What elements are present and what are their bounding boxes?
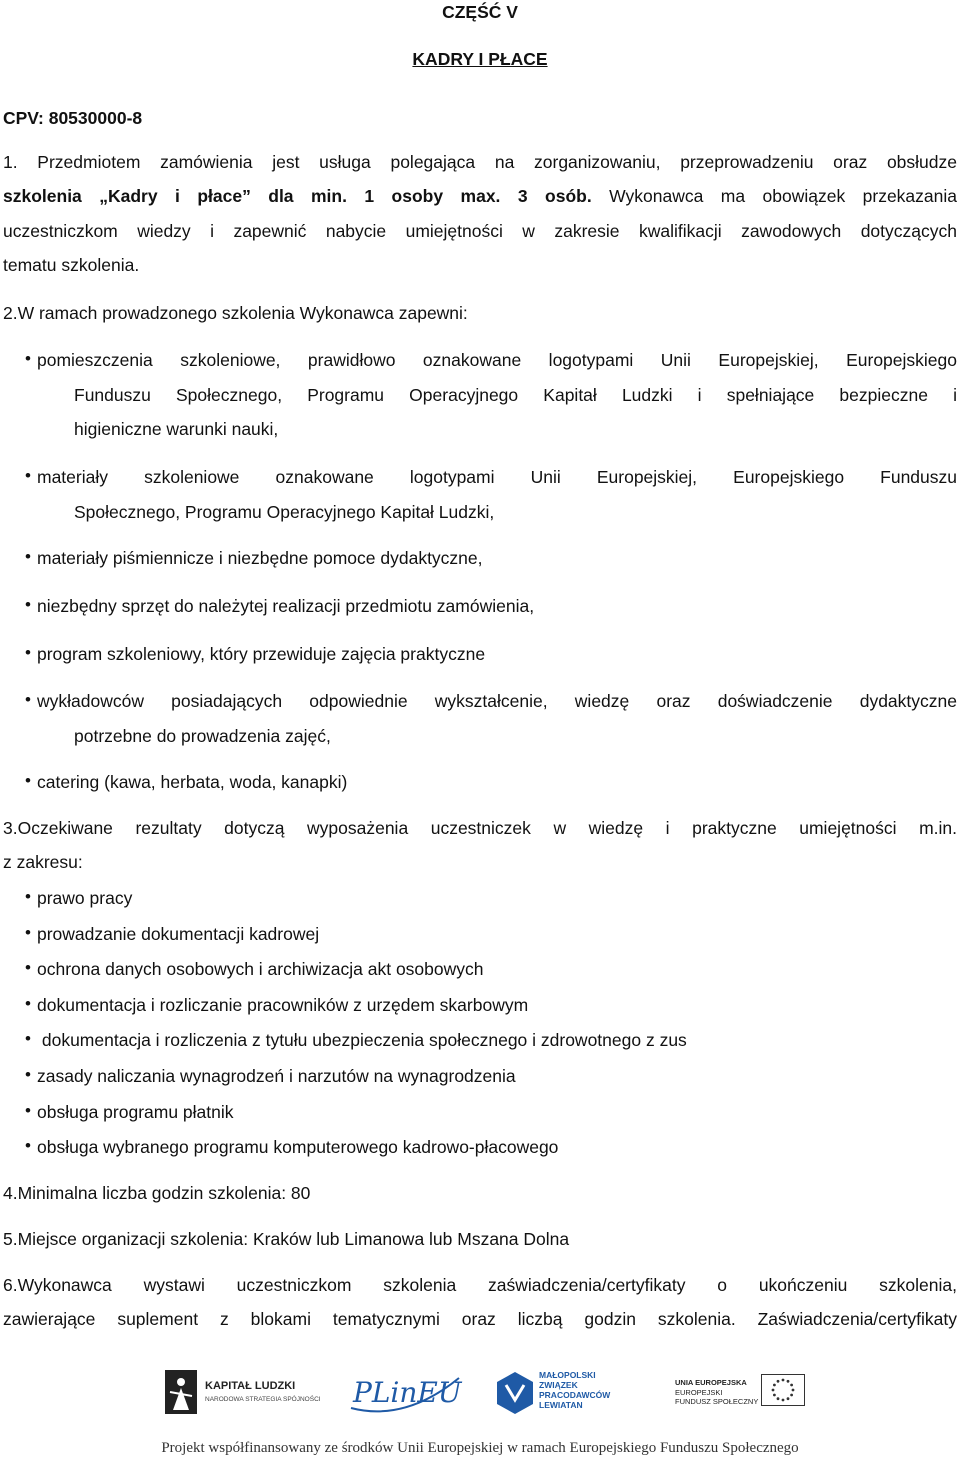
list-item: • niezbędny sprzęt do należytej realizacji przedmiotu zamówienia, xyxy=(37,596,534,617)
list-item-continuation: Funduszu Społecznego, Programu Operacyjnego Kapitał Ludzki i spełniające bezpieczne i xyxy=(74,385,957,405)
p1-line2-rest: Wykonawca ma obowiązek przekazania xyxy=(591,186,957,206)
list-item: • materiały szkoleniowe oznakowane logotypami Unii Europejskiej, Europejskiego Funduszu xyxy=(37,467,957,488)
eu-line3: FUNDUSZ SPOŁECZNY xyxy=(675,1397,759,1406)
part-title: CZĘŚĆ V xyxy=(442,2,518,22)
p1-line4: tematu szkolenia. xyxy=(3,255,140,275)
p6-line2: zawierające suplement z blokami tematycznymi oraz liczbą godzin szkolenia. Zaświadczenia/certyfikaty xyxy=(3,1309,957,1329)
list-item: • obsługa wybranego programu komputerowego kadrowo-płacowego xyxy=(37,1137,558,1158)
p1-line1: 1. Przedmiotem zamówienia jest usługa polegająca na zorganizowaniu, przeprowadzeniu oraz obsłudze xyxy=(3,152,957,172)
lewiatan-line4: LEWIATAN xyxy=(539,1400,583,1410)
kapital-ludzki-logo xyxy=(165,1370,321,1420)
p2-intro: 2.W ramach prowadzonego szkolenia Wykonawca zapewni: xyxy=(3,303,468,323)
p4-min-hours: 4.Minimalna liczba godzin szkolenia: 80 xyxy=(3,1183,311,1203)
kapital-ludzki-tagline: NARODOWA STRATEGIA SPÓJNOŚCI xyxy=(205,1396,321,1403)
lewiatan-line2: ZWIĄZEK xyxy=(539,1380,578,1390)
p6-line1: 6.Wykonawca wystawi uczestniczkom szkolenia zaświadczenia/certyfikaty o ukończeniu szkolenia, xyxy=(3,1275,957,1295)
p1-line2-bold: szkolenia „Kadry i płace” dla min. 1 osoby max. 3 osób. xyxy=(3,186,592,206)
lewiatan-line1: MAŁOPOLSKI xyxy=(539,1370,596,1380)
cpv-code: CPV: 80530000-8 xyxy=(3,108,143,128)
list-item: • obsługa programu płatnik xyxy=(37,1102,234,1123)
plineu-wordmark: PLinEU xyxy=(353,1376,462,1409)
eu-logo xyxy=(675,1374,805,1420)
list-item: • dokumentacja i rozliczanie pracowników z urzędem skarbowym xyxy=(37,995,528,1016)
list-item: • dokumentacja i rozliczenia z tytułu ubezpieczenia społecznego i zdrowotnego z zus xyxy=(37,1030,687,1051)
list-item: • materiały piśmiennicze i niezbędne pomoce dydaktyczne, xyxy=(37,548,483,569)
list-item: • ochrona danych osobowych i archiwizacja akt osobowych xyxy=(37,959,484,980)
list-item: • wykładowców posiadających odpowiednie wykształcenie, wiedzę oraz doświadczenie dydaktyczne xyxy=(37,691,957,712)
footer-cofinancing-text: Projekt współfinansowany ze środków Unii Europejskiej w ramach Europejskiego Funduszu Społecznego xyxy=(161,1440,799,1456)
course-title: KADRY I PŁACE xyxy=(412,49,548,69)
p3-line1: 3.Oczekiwane rezultaty dotyczą wyposażenia uczestniczek w wiedzę i praktyczne umiejętności m.in. xyxy=(3,818,957,838)
list-item: • catering (kawa, herbata, woda, kanapki) xyxy=(37,772,347,793)
lewiatan-logo xyxy=(495,1368,635,1422)
list-item-continuation: potrzebne do prowadzenia zajęć, xyxy=(74,726,331,746)
plineu-logo xyxy=(345,1370,465,1420)
p3-line2: z zakresu: xyxy=(3,852,83,872)
eu-line1: UNIA EUROPEJSKA xyxy=(675,1378,747,1387)
list-item-continuation: Społecznego, Programu Operacyjnego Kapitał Ludzki, xyxy=(74,502,495,522)
p1-line2 xyxy=(3,186,957,207)
p1-line3: uczestniczkom wiedzy i zapewnić nabycie umiejętności w zakresie kwalifikacji zawodowych dotyczących xyxy=(3,221,957,241)
p5-location: 5.Miejsce organizacji szkolenia: Kraków lub Limanowa lub Mszana Dolna xyxy=(3,1229,570,1249)
footer-logos xyxy=(0,1360,960,1440)
list-item: • zasady naliczania wynagrodzeń i narzutów na wynagrodzenia xyxy=(37,1066,516,1087)
list-item-continuation: higieniczne warunki nauki, xyxy=(74,419,279,439)
kapital-ludzki-emblem-icon xyxy=(165,1370,197,1414)
list-item: • program szkoleniowy, który przewiduje zajęcia praktyczne xyxy=(37,644,485,665)
eu-flag-icon xyxy=(761,1374,805,1406)
list-item: • prawo pracy xyxy=(37,888,132,909)
list-item: • prowadzanie dokumentacji kadrowej xyxy=(37,924,319,945)
lewiatan-line3: PRACODAWCÓW xyxy=(539,1390,611,1400)
lewiatan-emblem-icon xyxy=(495,1370,535,1416)
eu-line2: EUROPEJSKI xyxy=(675,1387,723,1397)
kapital-ludzki-name: KAPITAŁ LUDZKI xyxy=(205,1380,296,1392)
list-item: • pomieszczenia szkoleniowe, prawidłowo oznakowane logotypami Unii Europejskiej, Europejskiego xyxy=(37,350,957,371)
